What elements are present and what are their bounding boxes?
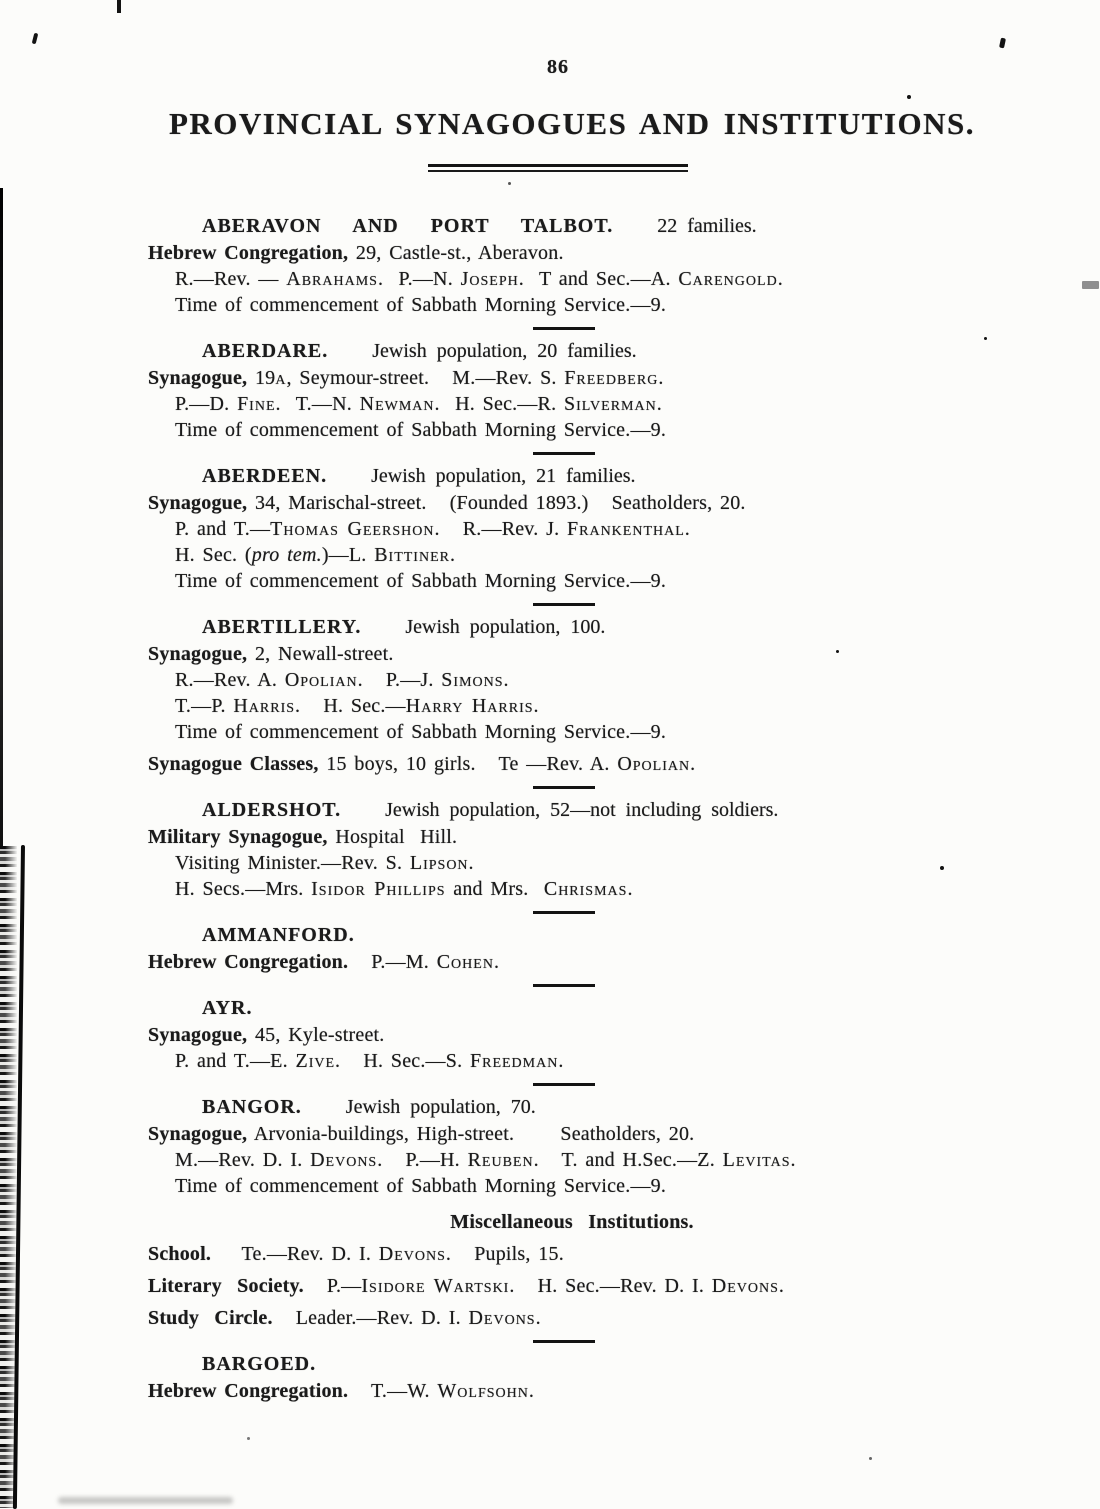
text-line: [148, 824, 996, 850]
section-heading: [148, 613, 996, 641]
section-town-name: BANGOR.: [202, 1096, 302, 1118]
text-segment: H. Secs.—Mrs.: [175, 878, 312, 900]
text-segment: 2, Newall-street.: [247, 643, 394, 665]
text-segment: Study Circle.: [148, 1307, 273, 1329]
ink-speck: [117, 0, 121, 13]
text-line: [148, 641, 996, 667]
text-segment: 15 boys, 10 girls. Te —Rev. A.: [318, 753, 618, 775]
section-heading: [148, 921, 996, 949]
text-line: [148, 1378, 996, 1404]
section-divider: [533, 1083, 595, 1086]
text-segment: .: [656, 393, 662, 415]
text-segment: Te.—Rev. D. I.: [211, 1243, 379, 1265]
person-name: Opolian: [617, 753, 691, 775]
text-segment: . H. Sec.—: [295, 695, 406, 717]
text-segment: 34, Marischal-street. (Founded 1893.) Seatholders, 20.: [247, 492, 746, 514]
person-name: Devons: [468, 1307, 536, 1329]
section-aberdeen: [148, 462, 996, 606]
person-name: Abrahams: [286, 268, 378, 290]
text-segment: . T.—N.: [275, 393, 360, 415]
text-segment: P.—M.: [348, 951, 437, 973]
person-name: a: [275, 367, 287, 389]
text-segment: .: [690, 753, 696, 775]
text-segment: . P.—J.: [357, 669, 442, 691]
text-line: [148, 1022, 996, 1048]
section-population: Jewish population, 20 families.: [372, 340, 637, 362]
text-segment: R.—Rev. A.: [175, 669, 285, 691]
person-name: Thomas Geershon: [270, 518, 435, 540]
text-segment: . T. and H.Sec.—Z.: [533, 1149, 723, 1171]
text-line: [148, 719, 996, 745]
text-segment: 19: [247, 367, 276, 389]
person-name: Chrismas: [543, 878, 628, 900]
text-line: [148, 1273, 996, 1299]
text-segment: Time of commencement of Sabbath Morning Service.—9.: [175, 721, 667, 743]
text-segment: Hebrew Congregation,: [148, 242, 349, 264]
text-segment: .: [533, 695, 539, 717]
section-heading: [148, 462, 996, 490]
text-segment: Hospital Hill.: [327, 826, 458, 848]
text-line: [148, 949, 996, 975]
text-line: [148, 1048, 996, 1074]
title-double-rule: [428, 164, 688, 172]
page-number: 86: [547, 56, 569, 78]
margin-dash: [1082, 281, 1099, 289]
text-segment: . H. Sec.—S.: [335, 1050, 470, 1072]
person-name: Joseph: [460, 268, 519, 290]
text-line: [148, 266, 996, 292]
section-bangor: [148, 1093, 996, 1343]
person-name: Freedman: [469, 1050, 559, 1072]
text-segment: Leader.—Rev. D. I.: [272, 1307, 469, 1329]
section-town-name: BARGOED.: [202, 1353, 317, 1375]
section-divider: [533, 984, 595, 987]
text-segment: M.—Rev. D. I.: [175, 1149, 311, 1171]
person-name: Harris: [233, 695, 296, 717]
section-heading: [148, 337, 996, 365]
text-segment: Military Synagogue,: [148, 826, 328, 848]
text-segment: Arvonia-buildings, High-street. Seatholders, 20.: [247, 1123, 695, 1145]
text-line: [148, 876, 996, 902]
text-line: [148, 292, 996, 318]
text-segment: . Pupils, 15.: [445, 1243, 564, 1265]
text-segment: .: [778, 1275, 785, 1297]
text-segment: P.—: [303, 1275, 362, 1297]
text-segment: 45, Kyle-street.: [247, 1024, 385, 1046]
text-line: [148, 516, 996, 542]
text-line: [148, 1305, 996, 1331]
text-segment: .: [528, 1380, 535, 1402]
text-line: [148, 490, 996, 516]
text-segment: Time of commencement of Sabbath Morning Service.—9.: [175, 1175, 667, 1197]
section-population: Jewish population, 21 families.: [371, 465, 636, 487]
person-name: Freedberg: [564, 367, 659, 389]
person-name: Devons: [711, 1275, 779, 1297]
text-segment: Visiting Minister.—Rev. S.: [175, 852, 410, 874]
section-town-name: ALDERSHOT.: [202, 799, 342, 821]
section-divider: [533, 1340, 595, 1343]
text-segment: .: [627, 878, 633, 900]
section-heading: [148, 212, 996, 240]
section-aberavon-and-port-talbot: [148, 212, 996, 330]
section-town-name: AMMANFORD.: [202, 924, 355, 946]
text-segment: .: [468, 852, 474, 874]
text-line: [148, 1121, 996, 1147]
section-town-name: ABERDARE.: [202, 340, 329, 362]
text-segment: )—L.: [321, 544, 375, 566]
person-name: Silverman: [564, 393, 657, 415]
section-aberdare: [148, 337, 996, 455]
text-line: [148, 667, 996, 693]
section-population: Jewish population, 70.: [345, 1096, 536, 1118]
text-segment: and Mrs.: [445, 878, 544, 900]
person-name: Levitas: [722, 1149, 791, 1171]
text-line: [148, 365, 996, 391]
section-town-name: ABERTILLERY.: [202, 616, 362, 638]
text-line: [148, 1241, 996, 1267]
ink-speck: [999, 38, 1006, 49]
text-segment: . R.—Rev. J.: [434, 518, 567, 540]
text-segment: Hebrew Congregation.: [148, 1380, 349, 1402]
text-line: [148, 751, 996, 777]
section-town-name: ABERAVON AND PORT TALBOT.: [202, 215, 614, 237]
section-heading: [148, 1350, 996, 1378]
text-segment: Synagogue,: [148, 1123, 248, 1145]
ink-speck: [869, 1457, 872, 1460]
person-name: Frankenthal: [567, 518, 685, 540]
text-segment: .: [658, 367, 664, 389]
text-segment: , Seymour-street. M.—Rev. S.: [286, 367, 565, 389]
text-line: [148, 850, 996, 876]
person-name: Devons: [378, 1243, 446, 1265]
text-segment: Miscellaneous Institutions.: [450, 1211, 694, 1233]
section-town-name: ABERDEEN.: [202, 465, 328, 487]
section-population: 22 families.: [657, 215, 757, 237]
person-name: Lipson: [409, 852, 469, 874]
gutter-edge-line: [0, 188, 3, 864]
person-name: Harry Harris: [405, 695, 534, 717]
text-segment: T.—P.: [175, 695, 234, 717]
section-divider: [533, 603, 595, 606]
person-name: Simons: [441, 669, 504, 691]
section-divider: [533, 911, 595, 914]
text-segment: .: [790, 1149, 796, 1171]
text-line: [148, 542, 996, 568]
text-segment: School.: [148, 1243, 212, 1265]
person-name: Isidore Wartski: [361, 1275, 510, 1297]
text-line: [148, 417, 996, 443]
text-segment: . H. Sec.—R.: [434, 393, 564, 415]
text-segment: Synagogue,: [148, 492, 248, 514]
section-ammanford: [148, 921, 996, 987]
text-line: [148, 568, 996, 594]
text-segment: Time of commencement of Sabbath Morning Service.—9.: [175, 294, 667, 316]
text-segment: .: [558, 1050, 564, 1072]
text-segment: .: [449, 544, 456, 566]
section-heading: [148, 796, 996, 824]
text-segment: . P.—N.: [377, 268, 461, 290]
text-segment: . T and Sec.—A.: [518, 268, 679, 290]
text-segment: .: [503, 669, 509, 691]
person-name: Isidor Phillips: [311, 878, 446, 900]
scanned-page: [148, 56, 996, 1404]
text-segment: .: [493, 951, 500, 973]
text-segment: .: [684, 518, 690, 540]
person-name: Wolfsohn: [437, 1380, 529, 1402]
text-line: [148, 1147, 996, 1173]
sections: [148, 212, 996, 1404]
person-name: Carengold: [678, 268, 778, 290]
bottom-smudge: [58, 1497, 233, 1504]
page-title: PROVINCIAL SYNAGOGUES AND INSTITUTIONS.: [168, 106, 976, 141]
text-segment: Synagogue,: [148, 367, 248, 389]
text-segment: P.—D.: [175, 393, 238, 415]
section-divider: [533, 786, 595, 789]
section-population: Jewish population, 52—not including soldiers.: [385, 799, 779, 821]
section-aldershot: [148, 796, 996, 914]
section-ayr: [148, 994, 996, 1086]
person-name: Devons: [310, 1149, 378, 1171]
person-name: Zive: [295, 1050, 336, 1072]
text-segment: T.—W.: [348, 1380, 438, 1402]
section-abertillery: [148, 613, 996, 789]
text-segment: . P.—H.: [377, 1149, 468, 1171]
text-segment: Literary Society.: [148, 1275, 304, 1297]
text-segment: .: [777, 268, 783, 290]
text-segment: 29, Castle-st., Aberavon.: [348, 242, 564, 264]
person-name: Opolian: [284, 669, 358, 691]
section-bargoed: [148, 1350, 996, 1404]
ink-speck: [247, 1437, 250, 1440]
section-divider: [533, 452, 595, 455]
text-segment: Time of commencement of Sabbath Morning Service.—9.: [175, 419, 667, 441]
text-segment: . H. Sec.—Rev. D. I.: [509, 1275, 712, 1297]
text-line: [148, 240, 996, 266]
text-segment: Synagogue,: [148, 1024, 248, 1046]
text-segment: .: [535, 1307, 541, 1329]
text-segment: R.—Rev. —: [175, 268, 287, 290]
text-line: [148, 693, 996, 719]
ink-speck: [32, 33, 39, 45]
section-heading: [148, 994, 996, 1022]
text-segment: Time of commencement of Sabbath Morning Service.—9.: [175, 570, 667, 592]
text-segment: Hebrew Congregation.: [148, 951, 349, 973]
person-name: Bittiner: [374, 544, 450, 566]
text-line: [148, 1209, 996, 1235]
text-segment: Synagogue,: [148, 643, 248, 665]
text-segment: pro tem.: [251, 544, 322, 566]
text-line: [148, 1173, 996, 1199]
text-line: [148, 391, 996, 417]
text-segment: P. and T.—E.: [175, 1050, 296, 1072]
text-segment: H. Sec. (: [175, 544, 252, 566]
section-divider: [533, 327, 595, 330]
section-population: Jewish population, 100.: [405, 616, 606, 638]
person-name: Reuben: [467, 1149, 534, 1171]
person-name: Newman: [359, 393, 435, 415]
person-name: Fine: [237, 393, 276, 415]
section-heading: [148, 1093, 996, 1121]
section-town-name: AYR.: [202, 997, 253, 1019]
text-segment: Synagogue Classes,: [148, 753, 319, 775]
text-segment: P. and T.—: [175, 518, 271, 540]
person-name: Cohen: [436, 951, 494, 973]
